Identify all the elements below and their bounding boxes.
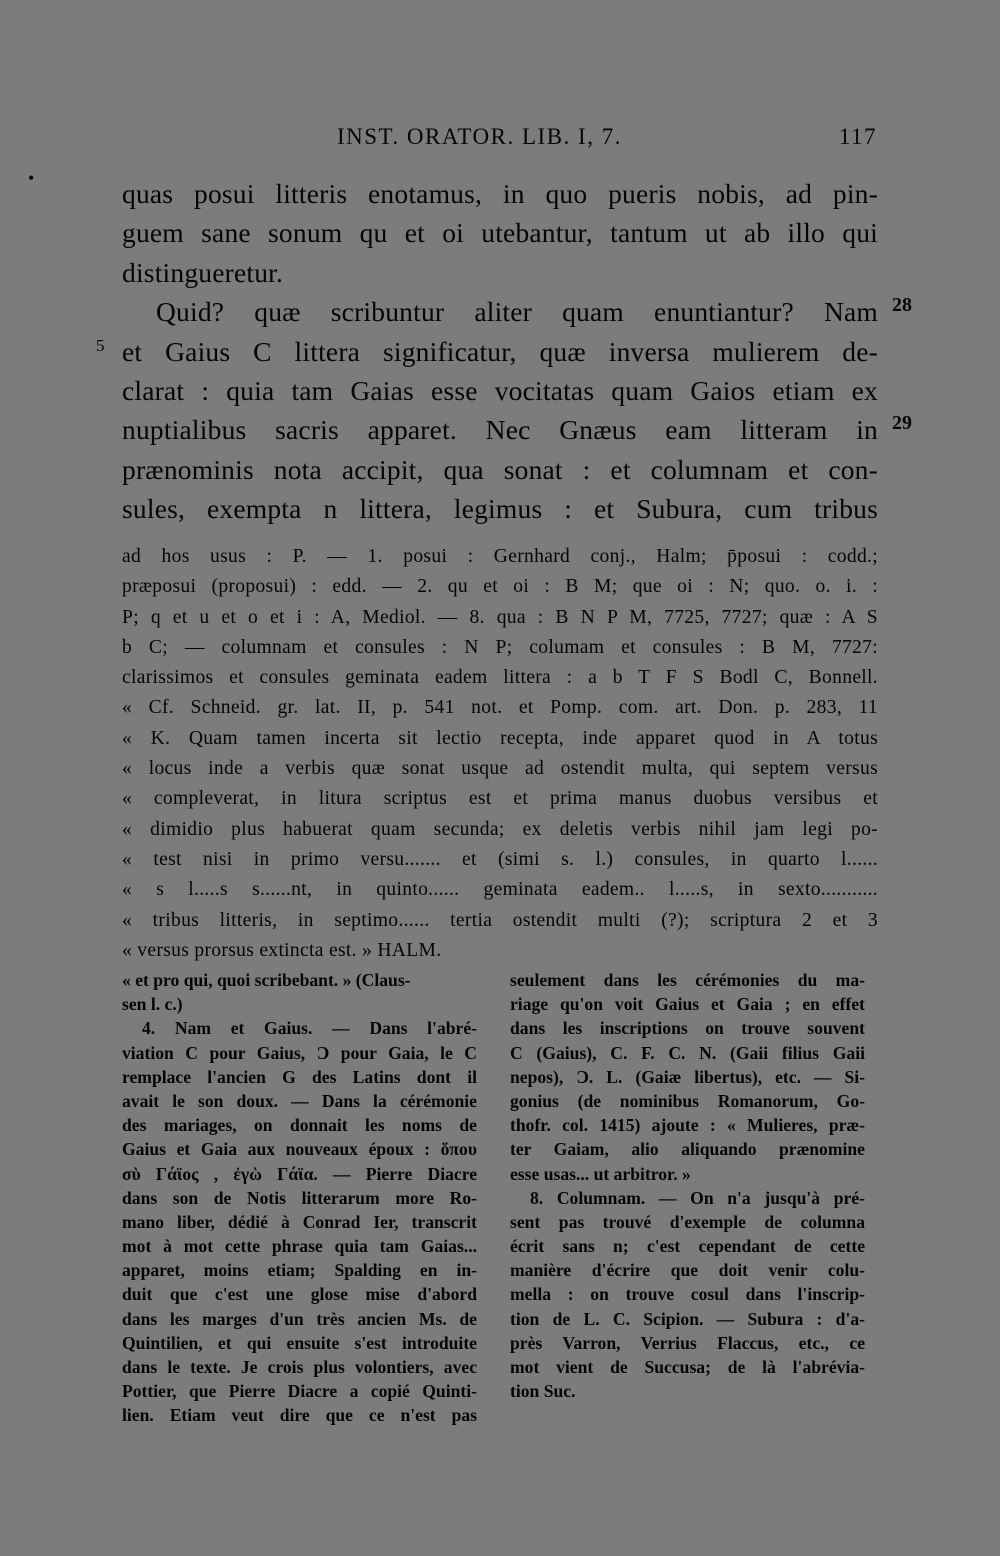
- note-line: Pottier, que Pierre Diacre a copié Quinti-: [122, 1381, 477, 1402]
- corner-mark: •: [28, 168, 35, 188]
- running-header: [122, 124, 877, 154]
- margin-section-28: 28: [892, 294, 912, 316]
- note-line: apparet, moins etiam; Spalding en in-: [122, 1260, 477, 1281]
- note-line: seulement dans les cérémonies du ma-: [510, 970, 865, 990]
- note-line: C (Gaius), C. F. C. N. (Gaii filius Gaii: [510, 1042, 865, 1063]
- apparatus-line: « locus inde a verbis quæ sonat usque ad ostendit multa, qui septem versus: [122, 758, 878, 780]
- note-line: mot vient de Succusa; de là l'abrévia-: [510, 1357, 865, 1377]
- note-line: lien. Etiam veut dire que ce n'est pas: [122, 1405, 477, 1426]
- apparatus-line: præposui (proposui) : edd. — 2. qu et oi : B M; que oi : N; quo. o. i. :: [122, 576, 878, 598]
- note-line: mot à mot cette phrase quia tam Gaias...: [122, 1236, 477, 1257]
- text-line: clarat : quia tam Gaias esse vocitatas quam Gaios etiam ex: [122, 374, 878, 406]
- note-line: mella : on trouve cosul dans l'inscrip-: [510, 1284, 865, 1305]
- note-line: « et pro qui, quoi scribebant. » (Claus-: [122, 970, 411, 990]
- note-line: dans son de Notis litterarum more Ro-: [122, 1187, 477, 1208]
- apparatus-line: « versus prorsus extincta est. » HALM.: [122, 939, 442, 961]
- apparatus-line: « s l.....s s......nt, in quinto...... geminata eadem.. l.....s, in sexto...........: [122, 879, 878, 901]
- text-line: quas posui litteris enotamus, in quo pueris nobis, ad pin-: [122, 178, 878, 209]
- note-line: σὺ Γάϊος , ἐγὼ Γάϊα. — Pierre Diacre: [122, 1163, 477, 1184]
- note-line: gonius (de nominibus Romanorum, Go-: [510, 1090, 865, 1111]
- apparatus-line: « test nisi in primo versu....... et (simi s. l.) consules, in quarto l......: [122, 848, 878, 870]
- apparatus-line: P; q et u et o et i : A, Mediol. — 8. qua : B N P M, 7725, 7727; quæ : A S: [122, 606, 878, 628]
- text-line: Quid? quæ scribuntur aliter quam enuntiantur? Nam: [156, 296, 878, 328]
- note-line: tion de L. C. Scipion. — Subura : d'a-: [510, 1308, 865, 1329]
- note-line: 4. Nam et Gaius. — Dans l'abré-: [142, 1018, 477, 1039]
- note-line: 8. Columnam. — On n'a jusqu'à pré-: [530, 1187, 865, 1208]
- note-line: esse usas... ut arbitror. »: [510, 1163, 691, 1184]
- note-line: tion Suc.: [510, 1381, 576, 1402]
- text-line: sules, exempta n littera, legimus : et Subura, cum tribus: [122, 493, 878, 525]
- note-line: avait le son doux. — Dans la cérémonie: [122, 1090, 477, 1111]
- note-line: sent pas trouvé d'exemple de columna: [510, 1211, 865, 1232]
- note-line: dans les marges d'un très ancien Ms. de: [122, 1308, 477, 1329]
- apparatus-line: clarissimos et consules geminata eadem littera : a b T F S Bodl C, Bonnell.: [122, 667, 878, 689]
- text-line: guem sane sonum qu et oi utebantur, tantum ut ab illo qui: [122, 217, 878, 249]
- note-line: riage qu'on voit Gaius et Gaia ; en effet: [510, 994, 865, 1015]
- text-line: prænominis nota accipit, qua sonat : et columnam et con-: [122, 453, 878, 485]
- apparatus-line: « Cf. Schneid. gr. lat. II, p. 541 not. et Pomp. com. art. Don. p. 283, 11: [122, 697, 878, 719]
- apparatus-line: ad hos usus : P. — 1. posui : Gernhard conj., Halm; p̄posui : codd.;: [122, 546, 878, 567]
- main-text: [122, 174, 878, 529]
- note-line: écrit sans n; c'est cependant de cette: [510, 1236, 865, 1257]
- note-line: manière d'écrire que doit venir colu-: [510, 1260, 865, 1281]
- note-line: Gaius et Gaia aux nouveaux époux : ὅπου: [122, 1139, 477, 1160]
- note-line: Quintilien, et qui ensuite s'est introduite: [122, 1332, 477, 1353]
- apparatus-line: « tribus litteris, in septimo...... tertia ostendit multi (?); scriptura 2 et 3: [122, 909, 878, 931]
- text-line: nuptialibus sacris apparet. Nec Gnæus eam litteram in: [122, 414, 878, 446]
- page-number: 117: [838, 124, 877, 149]
- note-line: remplace l'ancien G des Latins dont il: [122, 1066, 477, 1087]
- note-line: thofr. col. 1415) ajoute : « Mulieres, præ-: [510, 1115, 865, 1136]
- footnotes-right-column: [510, 968, 865, 1403]
- note-line: sen l. c.): [122, 994, 183, 1015]
- apparatus-line: « K. Quam tamen incerta sit lectio recepta, inde apparet quod in A totus: [122, 727, 878, 749]
- note-line: dans le texte. Je crois plus volontiers, avec: [122, 1357, 477, 1377]
- apparatus-line: b C; — columnam et consules : N P; columam et consules : B M, 7727:: [122, 636, 878, 658]
- note-line: près Varron, Verrius Flaccus, etc., ce: [510, 1332, 865, 1353]
- note-line: nepos), Ɔ. L. (Gaiæ libertus), etc. — Si-: [510, 1066, 865, 1087]
- apparatus-line: « dimidio plus habuerat quam secunda; ex deletis verbis nihil jam legi po-: [122, 818, 878, 840]
- note-line: ter Gaiam, alio aliquando prænomine: [510, 1139, 865, 1160]
- footnotes-left-column: [122, 968, 477, 1428]
- note-line: dans les inscriptions on trouve souvent: [510, 1018, 865, 1039]
- critical-apparatus: [122, 542, 878, 966]
- running-title: INST. ORATOR. LIB. I, 7.: [337, 124, 622, 149]
- note-line: mano liber, dédié à Conrad Ier, transcrit: [122, 1211, 477, 1232]
- line-number-5: 5: [96, 336, 105, 355]
- text-line: distingueretur.: [122, 256, 284, 288]
- text-line: et Gaius C littera significatur, quæ inversa mulierem de-: [122, 335, 878, 367]
- margin-section-29: 29: [892, 412, 912, 434]
- apparatus-line: « compleverat, in litura scriptus est et prima manus duobus versibus et: [122, 788, 878, 810]
- note-line: duit que c'est une glose mise d'abord: [122, 1284, 477, 1305]
- note-line: des mariages, on donnait les noms de: [122, 1115, 477, 1136]
- note-line: viation C pour Gaius, Ɔ pour Gaia, le C: [122, 1042, 477, 1063]
